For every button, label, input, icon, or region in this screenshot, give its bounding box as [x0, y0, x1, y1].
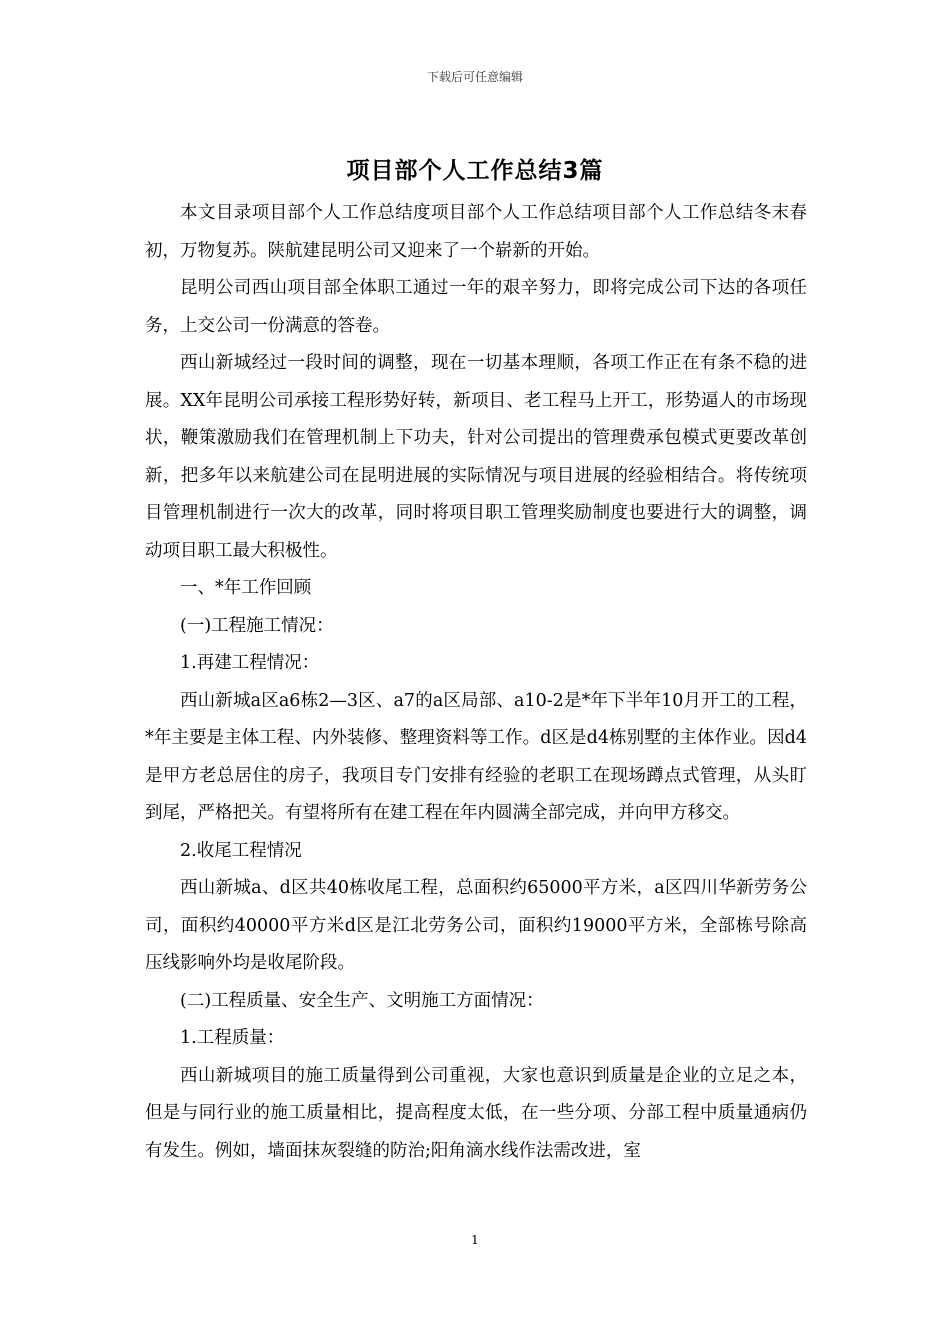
- document-title: 项目部个人工作总结3篇: [346, 158, 604, 184]
- item-heading: 1.工程质量：: [180, 1028, 285, 1048]
- subsection-heading: (一)工程施工情况：: [180, 615, 334, 636]
- paragraph: 昆明公司西山项目部全体职工通过一年的艰辛努力，即将完成公司下达的各项任务，上交公司一份满意的答卷。: [145, 278, 807, 336]
- document-body: [145, 195, 807, 1170]
- paragraph: 西山新城经过一段时间的调整，现在一切基本理顺，各项工作正在有条不稳的进展。XX年昆明公司承接工程形势好转，新项目、老工程马上开工，形势逼人的市场现状，鞭策激励我们在管理机制上下功夫，针对公司提出的管理费承包模式更要改革创新，把多年以来航建公司在昆明进展的实际情况与项目进展的经验相结合。将传统项目管理机制进行一次大的改革，同时将项目职工管理奖励制度也要进行大的调整，调动项目职工最大积极性。: [145, 353, 807, 561]
- item-heading: 2.收尾工程情况: [180, 840, 302, 861]
- paragraph: 西山新城a区a6栋2—3区、a7的a区局部、a10-2是*年下半年10月开工的工程，*年主要是主体工程、内外装修、整理资料等工作。d区是d4栋别墅的主体作业。因d4是甲方老总居住的房子，我项目专门安排有经验的老职工在现场蹲点式管理，从头盯到尾，严格把关。有望将所有在建工程在年内圆满全部完成，并向甲方移交。: [145, 690, 807, 823]
- paragraph: 西山新城a、d区共40栋收尾工程，总面积约65000平方米，a区四川华新劳务公司，面积约40000平方米d区是江北劳务公司，面积约19000平方米，全部栋号除高压线影响外均是收尾阶段。: [145, 878, 807, 973]
- page-number: 1: [471, 1233, 479, 1247]
- paragraph: 西山新城项目的施工质量得到公司重视，大家也意识到质量是企业的立足之本，但是与同行业的施工质量相比，提高程度太低，在一些分项、分部工程中质量通病仍有发生。例如，墙面抹灰裂缝的防治;阳角滴水线作法需改进，室: [145, 1065, 807, 1161]
- subsection-heading: (二)工程质量、安全生产、文明施工方面情况：: [180, 990, 544, 1011]
- paragraph: 本文目录项目部个人工作总结度项目部个人工作总结项目部个人工作总结冬末春初，万物复苏。陕航建昆明公司又迎来了一个崭新的开始。: [145, 203, 807, 261]
- page-header-note: 下载后可任意编辑: [426, 70, 523, 84]
- item-heading: 1.再建工程情况：: [180, 653, 320, 673]
- section-heading: 一、*年工作回顾: [180, 578, 312, 598]
